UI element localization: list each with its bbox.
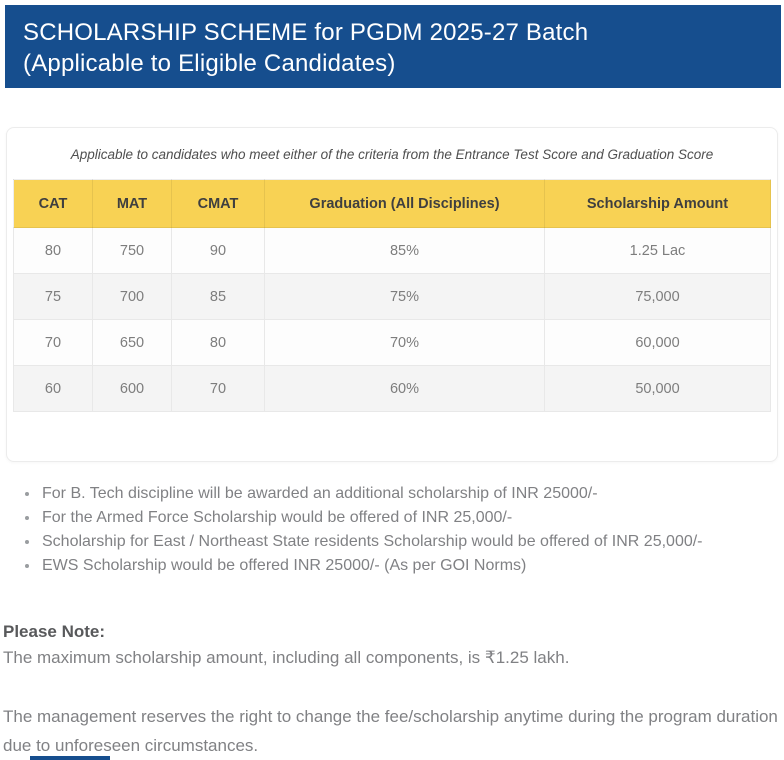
disclaimer-text: The management reserves the right to change the fee/scholarship anytime during the program duration due to unforeseen circumstances.: [3, 707, 778, 755]
table-cell: 90: [172, 228, 265, 274]
banner-title-line-2: (Applicable to Eligible Candidates): [23, 50, 396, 77]
scholarship-note-item: • Scholarship for East / Northeast State residents Scholarship would be offered of INR 25,000/-: [40, 530, 774, 554]
column-header-2: MAT: [93, 180, 172, 228]
table-cell: 75: [14, 274, 93, 320]
table-cell: 60: [14, 366, 93, 412]
table-cell: 700: [93, 274, 172, 320]
table-cell: 750: [93, 228, 172, 274]
scholarship-card: [6, 127, 778, 462]
table-cell: 650: [93, 320, 172, 366]
column-header-1: CAT: [14, 180, 93, 228]
please-note-block: [3, 622, 781, 669]
table-cell: 1.25 Lac: [545, 228, 771, 274]
column-header-5: Scholarship Amount: [545, 180, 771, 228]
table-cell: 75%: [265, 274, 545, 320]
please-note-label: Please Note:: [3, 622, 106, 641]
table-cell: 80: [172, 320, 265, 366]
scholarship-table-body: [14, 228, 771, 412]
table-row: [14, 320, 771, 366]
table-cell: 60,000: [545, 320, 771, 366]
table-cell: 80: [14, 228, 93, 274]
table-header-row: [14, 180, 771, 228]
table-row: [14, 228, 771, 274]
table-cell: 600: [93, 366, 172, 412]
column-header-3: CMAT: [172, 180, 265, 228]
column-header-4: Graduation (All Disciplines): [265, 180, 545, 228]
table-cell: 75,000: [545, 274, 771, 320]
scholarship-note-item: • EWS Scholarship would be offered INR 25000/- (As per GOI Norms): [40, 554, 774, 578]
table-cell: 70%: [265, 320, 545, 366]
banner-title-line-1: SCHOLARSHIP SCHEME for PGDM 2025-27 Batch: [23, 19, 589, 46]
next-section-top-edge: [30, 756, 110, 760]
scholarship-note-item: • For B. Tech discipline will be awarded an additional scholarship of INR 25000/-: [40, 482, 774, 506]
scholarship-notes-list: [22, 482, 774, 578]
table-cell: 60%: [265, 366, 545, 412]
table-cell: 85: [172, 274, 265, 320]
table-cell: 85%: [265, 228, 545, 274]
please-note-text: The maximum scholarship amount, including all components, is ₹1.25 lakh.: [3, 648, 570, 667]
criteria-note: Applicable to candidates who meet either of the criteria from the Entrance Test Score and Graduation Score: [70, 147, 714, 162]
table-cell: 70: [14, 320, 93, 366]
table-cell: 50,000: [545, 366, 771, 412]
scholarship-banner: [5, 5, 781, 88]
table-cell: 70: [172, 366, 265, 412]
table-row: [14, 274, 771, 320]
scholarship-table: [13, 179, 771, 412]
table-row: [14, 366, 771, 412]
scholarship-table-header: [14, 180, 771, 228]
scholarship-note-item: • For the Armed Force Scholarship would be offered of INR 25,000/-: [40, 506, 774, 530]
